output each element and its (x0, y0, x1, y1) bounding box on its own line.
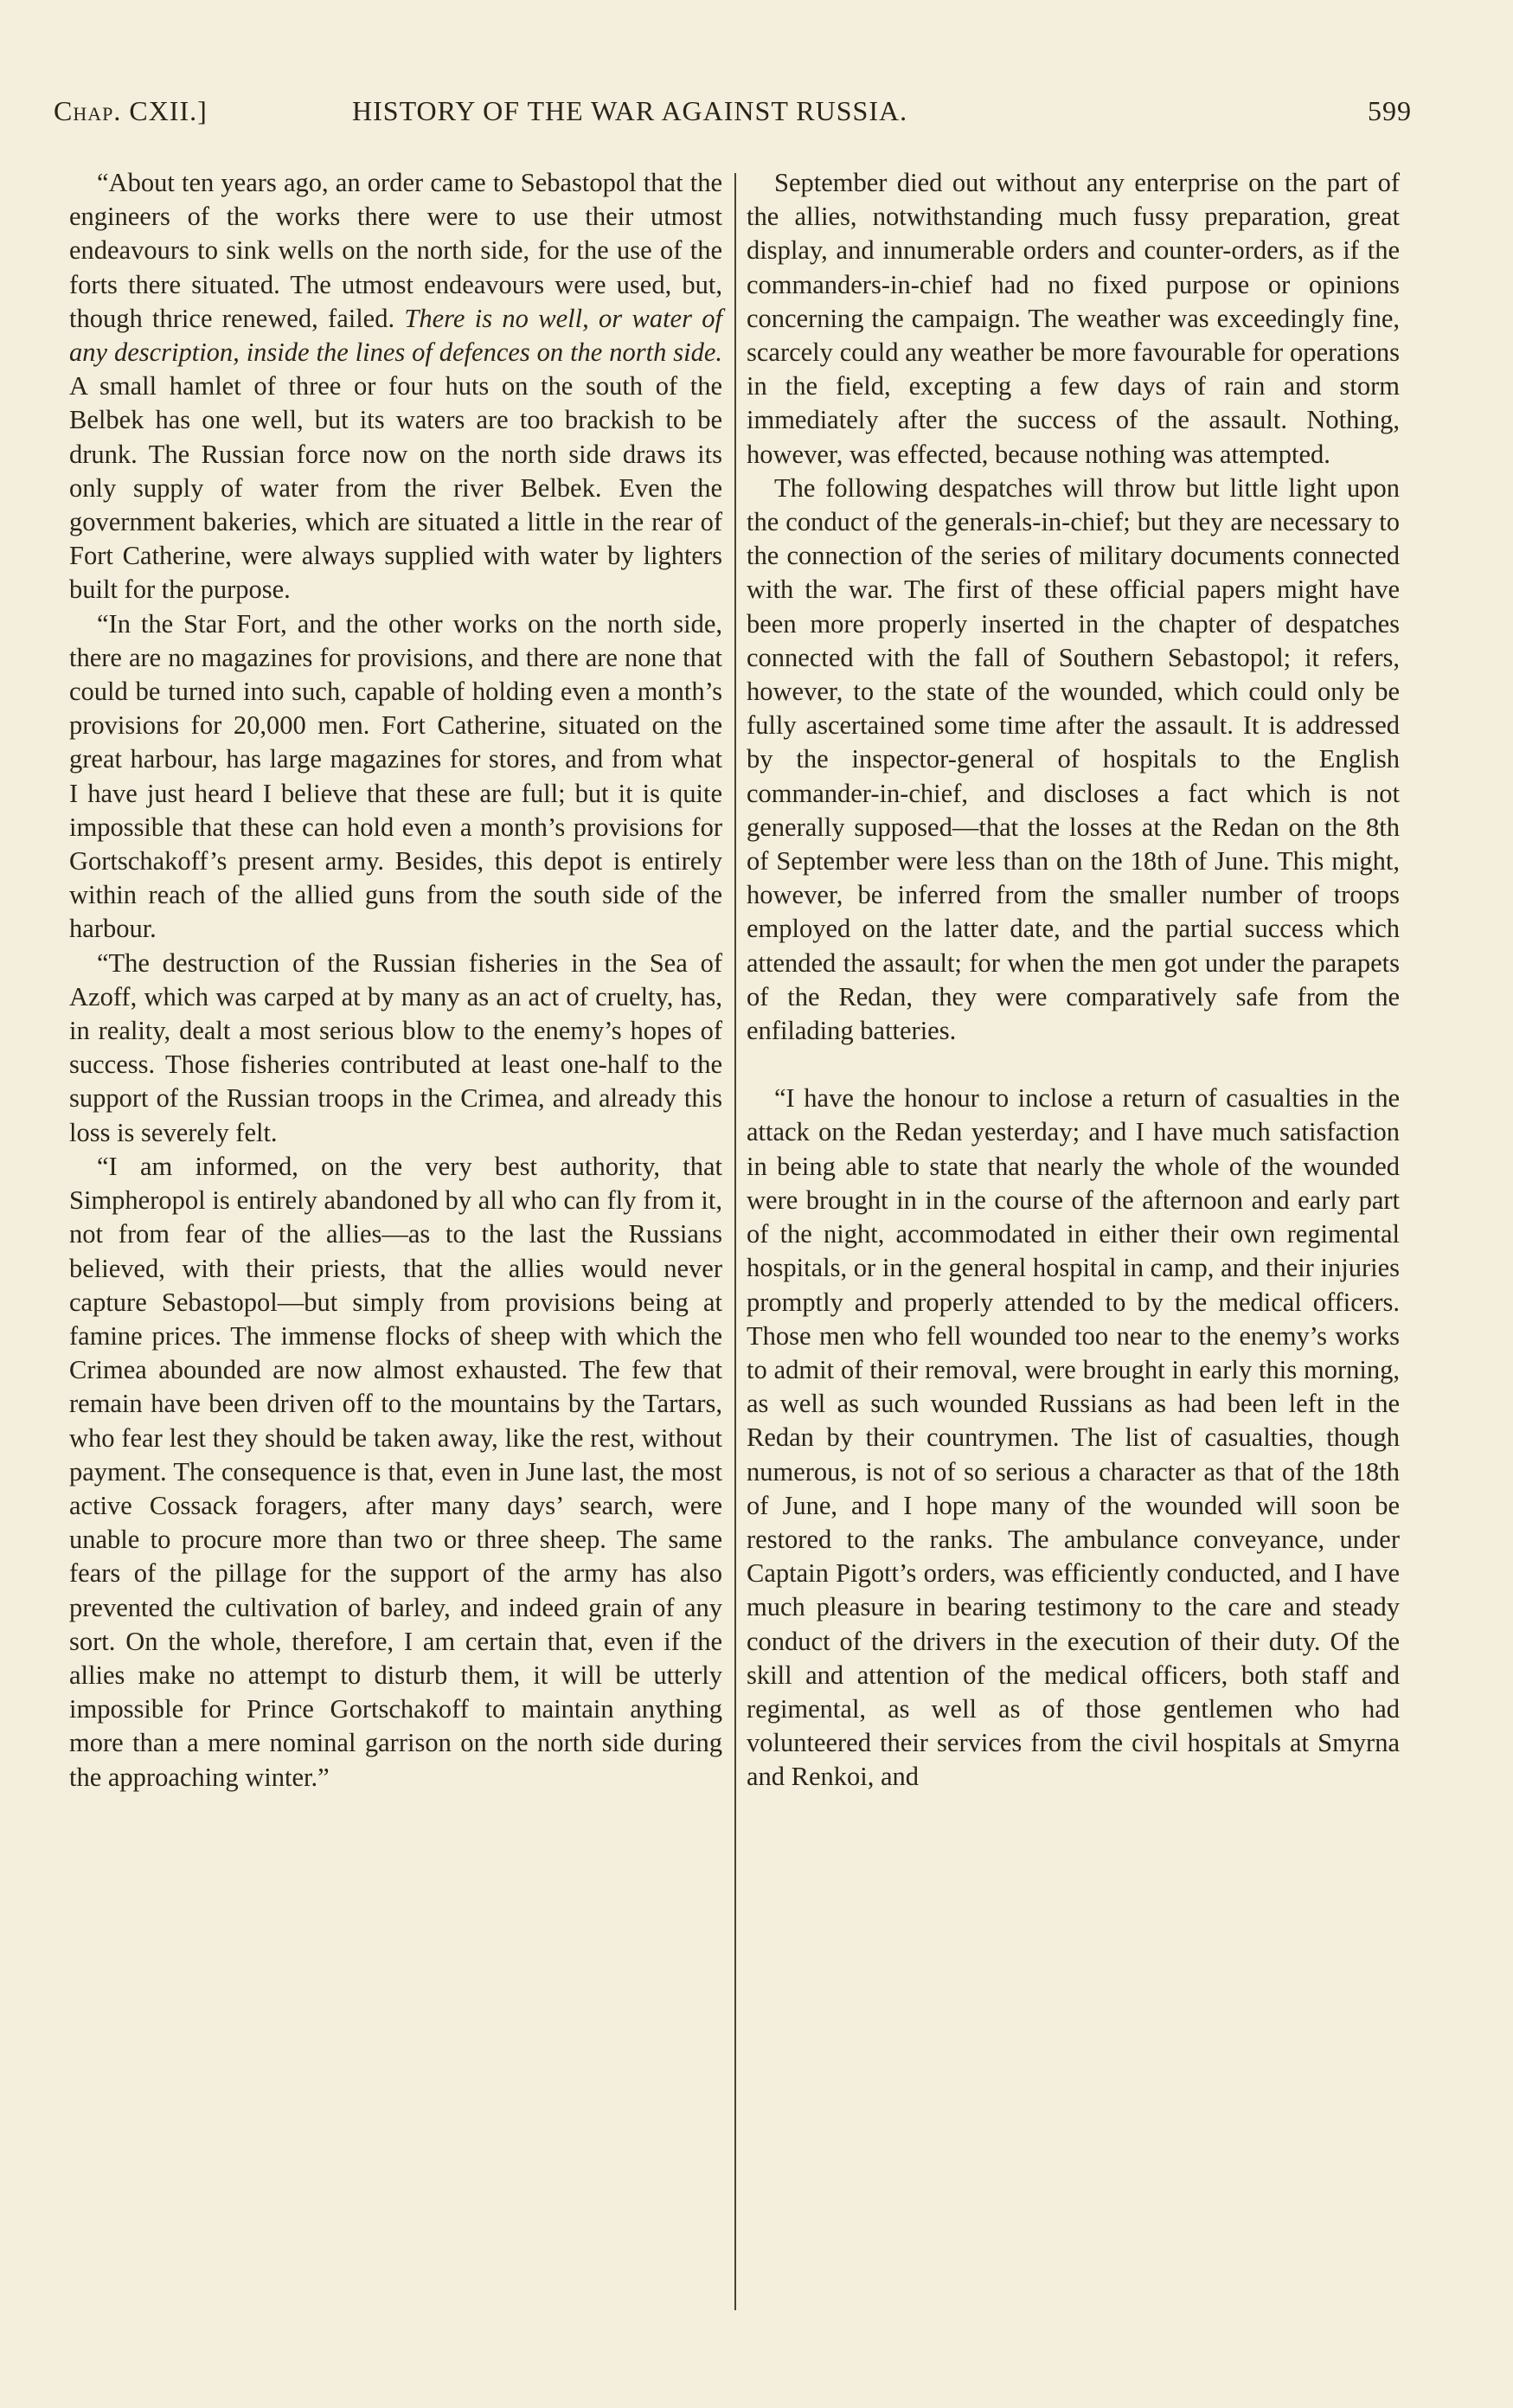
left-column (69, 166, 722, 1795)
text-run: “About ten years ago, an order came to Sebastopol that the engineers of the works there were to use their utmost endeavours to sink wells on the north side, for the use of the forts there situated. The utmost endeavours were used, but, though thrice renewed, failed. (69, 168, 722, 333)
text-run: A small hamlet of three or four huts on the south of the Belbek has one well, but its waters are too brackish to be drunk. The Russian force now on the north side draws its only supply of water from the river Belbek. Even the government bakeries, which are situated a little in the rear of Fort Catherine, were always supplied with water by lighters built for the purpose. (69, 371, 722, 605)
paragraph: The following despatches will throw but little light upon the conduct of the generals-in-chief; but they are necessary to the connection of the series of military documents connected with the war. The first of these official papers might have been more properly inserted in the chapter of despatches connected with the fall of Southern Sebastopol; it refers, however, to the state of the wounded, which could only be fully ascertained some time after the assault. It is addressed by the inspector-general of hospitals to the English commander-in-chief, and discloses a fact which is not generally supposed—that the losses at the Redan on the 8th of September were less than on the 18th of June. This might, however, be inferred from the smaller number of troops employed on the latter date, and the partial success which attended the assault; for when the men got under the parapets of the Redan, they were comparatively safe from the enfilading batteries. (747, 472, 1400, 1046)
paragraph-gap (747, 1048, 1400, 1082)
paragraph (69, 166, 722, 607)
paragraph: September died out without any enterprise on the part of the allies, notwithstanding much fussy preparation, great display, and innumerable orders and counter-orders, as if the commanders-in-chief had no fixed purpose or opinions concerning the campaign. The weather was exceedingly fine, scarcely could any weather be more favourable for operations in the field, excepting a few days of rain and storm immediately after the success of the assault. Nothing, however, was effected, because nothing was attempted. (747, 168, 1400, 469)
running-head (54, 95, 1412, 138)
page-number: 599 (1368, 95, 1412, 126)
column-rule (734, 173, 736, 2310)
paragraph: “I am informed, on the very best authority, that Simpheropol is entirely abandoned by all who can fly from it, not from fear of the allies—as to the last the Russians believed, with their priests, that the allies would never capture Sebastopol—but simply from provisions being at famine prices. The immense flocks of sheep with which the Crimea abounded are now almost exhausted. The few that remain have been driven off to the mountains by the Tartars, who fear lest they should be taken away, like the rest, without payment. The consequence is that, even in June last, the most active Cossack foragers, after many days’ search, were unable to procure more than two or three sheep. The same fears of the pillage for the support of the army has also prevented the cultivation of barley, and indeed grain of any sort. On the whole, therefore, I am certain that, even if the allies make no attempt to disturb them, it will be utterly impossible for Prince Gortschakoff to maintain anything more than a mere nominal garrison on the north side during the approaching winter.” (69, 1151, 722, 1792)
italic-text: There is no well, or water of any description, inside the lines of defences on the north side. (69, 303, 722, 368)
right-column (747, 166, 1400, 1795)
paragraph: “The destruction of the Russian fisheries in the Sea of Azoff, which was carped at by many as an act of cruelty, has, in reality, dealt a most serious blow to the enemy’s hopes of success. Those fisheries contributed at least one-half to the support of the Russian troops in the Crimea, and already this loss is severely felt. (69, 947, 722, 1147)
chapter-label: Chap. CXII.] (54, 95, 208, 126)
paragraph: “I have the honour to inclose a return of casualties in the attack on the Redan yesterday; and I have much satisfaction in being able to state that nearly the whole of the wounded were brought in in the course of the afternoon and early part of the night, accommodated in either their own regimental hospitals, or in the general hospital in camp, and their injuries promptly and properly attended to by the medical officers. Those men who fell wounded too near to the enemy’s works to admit of their removal, were brought in early this morning, as well as such wounded Russians as had been left in the Redan by their countrymen. The list of casualties, though numerous, is not of so serious a character as that of the 18th of June, and I hope many of the wounded will soon be restored to the ranks. The ambulance conveyance, under Captain Pigott’s orders, was efficiently conducted, and I have much pleasure in bearing testimony to the care and steady conduct of the drivers in the execution of their duty. Of the skill and attention of the medical officers, both staff and regimental, as well as of those gentlemen who had volunteered their services from the civil hospitals at Smyrna and Renkoi, and (747, 1083, 1400, 1792)
book-title: HISTORY OF THE WAR AGAINST RUSSIA. (352, 95, 908, 126)
paragraph: “In the Star Fort, and the other works on the north side, there are no magazines for provisions, and there are none that could be turned into such, capable of holding even a month’s provisions for 20,000 men. Fort Catherine, situated on the great harbour, has large magazines for stores, and from what I have just heard I believe that these are full; but it is quite impossible that these can hold even a month’s provisions for Gortschakoff’s present army. Besides, this depot is entirely within reach of the allied guns from the south side of the harbour. (69, 608, 722, 944)
